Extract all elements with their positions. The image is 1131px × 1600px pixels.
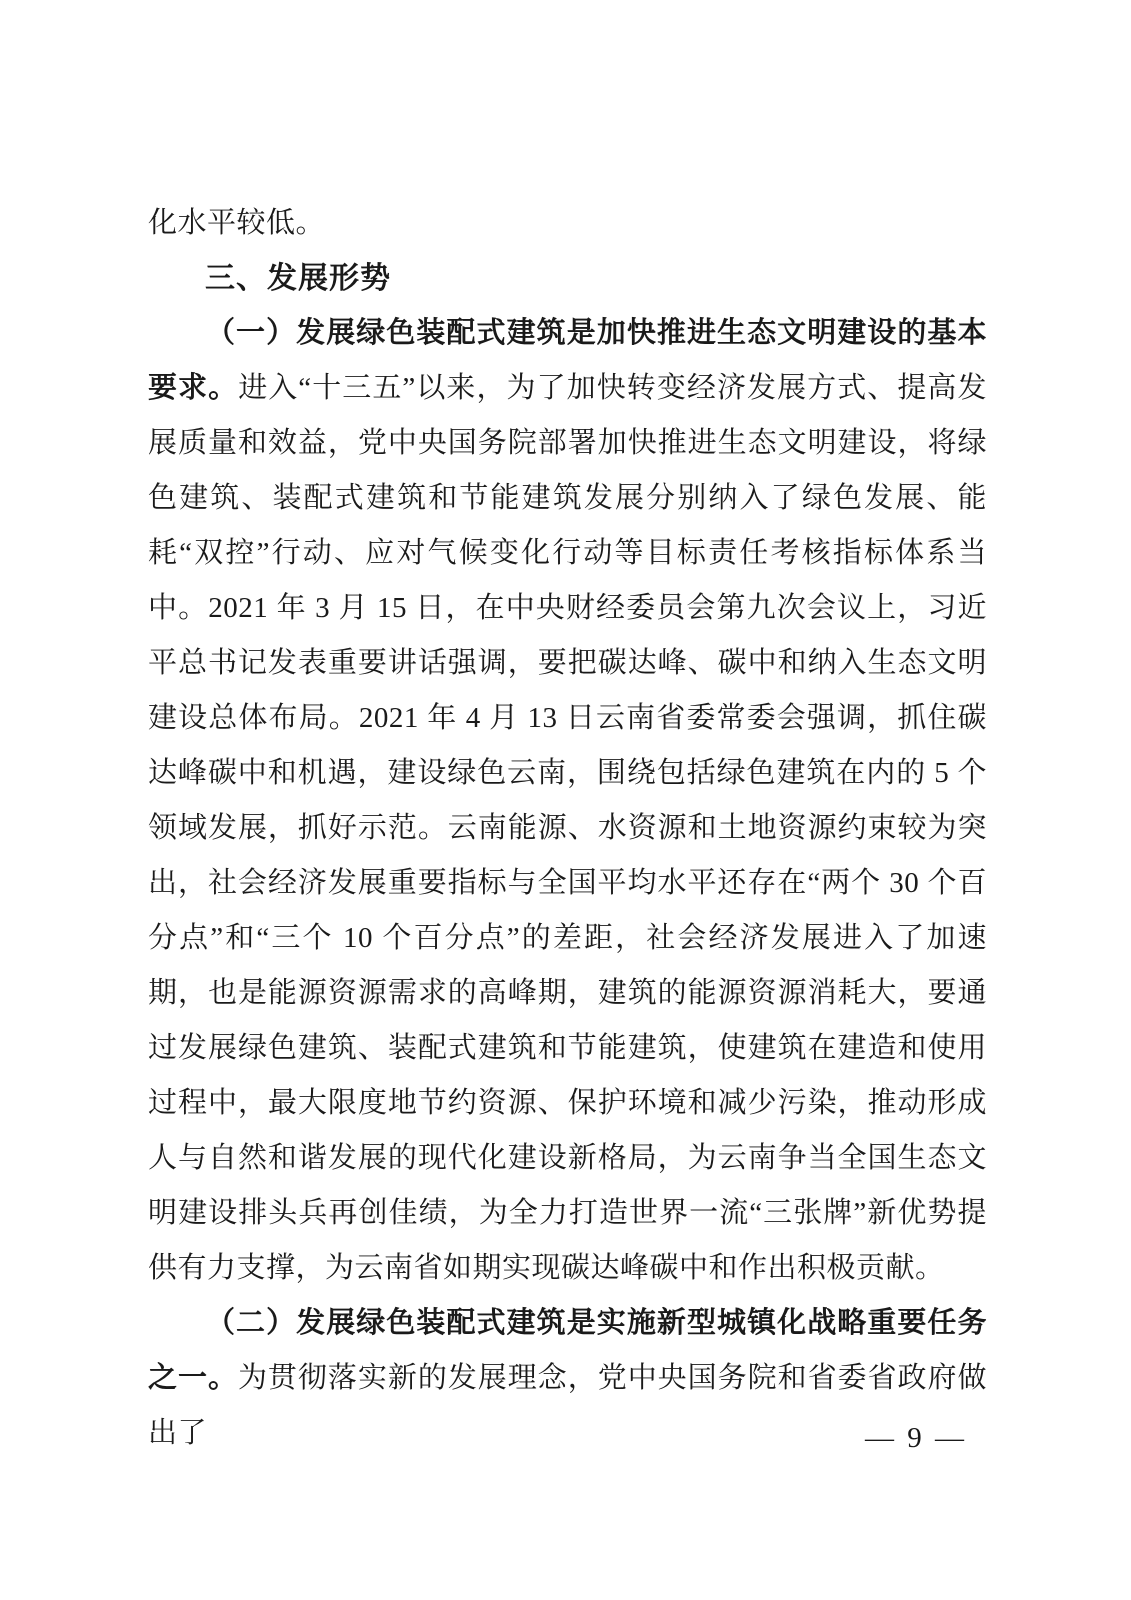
paragraph-1 [148, 306, 987, 1296]
paragraph-2 [148, 1296, 987, 1461]
paragraph-2-lead: （二）发展绿色装配式建筑是实施新型城镇化战略重要任务之一。 [148, 1307, 987, 1394]
paragraph-2-body: 为贯彻落实新的发展理念，党中央国务院和省委省政府做出了 [148, 1362, 987, 1449]
paragraph-1-lead: （一）发展绿色装配式建筑是加快推进生态文明建设的基本要求。 [148, 317, 987, 404]
paragraph-1-body: 进入“十三五”以来，为了加快转变经济发展方式、提高发展质量和效益，党中央国务院部署加快推进生态文明建设，将绿色建筑、装配式建筑和节能建筑发展分别纳入了绿色发展、能耗“双控”行动、应对气候变化行动等目标责任考核指标体系当中。2021 年 3 月 15 日，在中央财经委员会第九次会议上，习近平总书记发表重要讲话强调，要把碳达峰、碳中和纳入生态文明建设总体布局。2021 年 4 月 13 日云南省委常委会强调，抓住碳达峰碳中和机遇，建设绿色云南，围绕包括绿色建筑在内的 5 个领域发展，抓好示范。云南能源、水资源和土地资源约束较为突出，社会经济发展重要指标与全国平均水平还存在“两个 30 个百分点”和“三个 10 个百分点”的差距，社会经济发展进入了加速期，也是能源资源需求的高峰期，建筑的能源资源消耗大，要通过发展绿色建筑、装配式建筑和节能建筑，使建筑在建造和使用过程中，最大限度地节约资源、保护环境和减少污染，推动形成人与自然和谐发展的现代化建设新格局，为云南争当全国生态文明建设排头兵再创佳绩，为全力打造世界一流“三张牌”新优势提供有力支撑，为云南省如期实现碳达峰碳中和作出积极贡献。 [148, 372, 987, 1284]
section-heading: 三、发展形势 [205, 262, 391, 295]
page-number: — 9 — [865, 1422, 967, 1454]
paragraph-continuation: 化水平较低。 [148, 207, 326, 239]
